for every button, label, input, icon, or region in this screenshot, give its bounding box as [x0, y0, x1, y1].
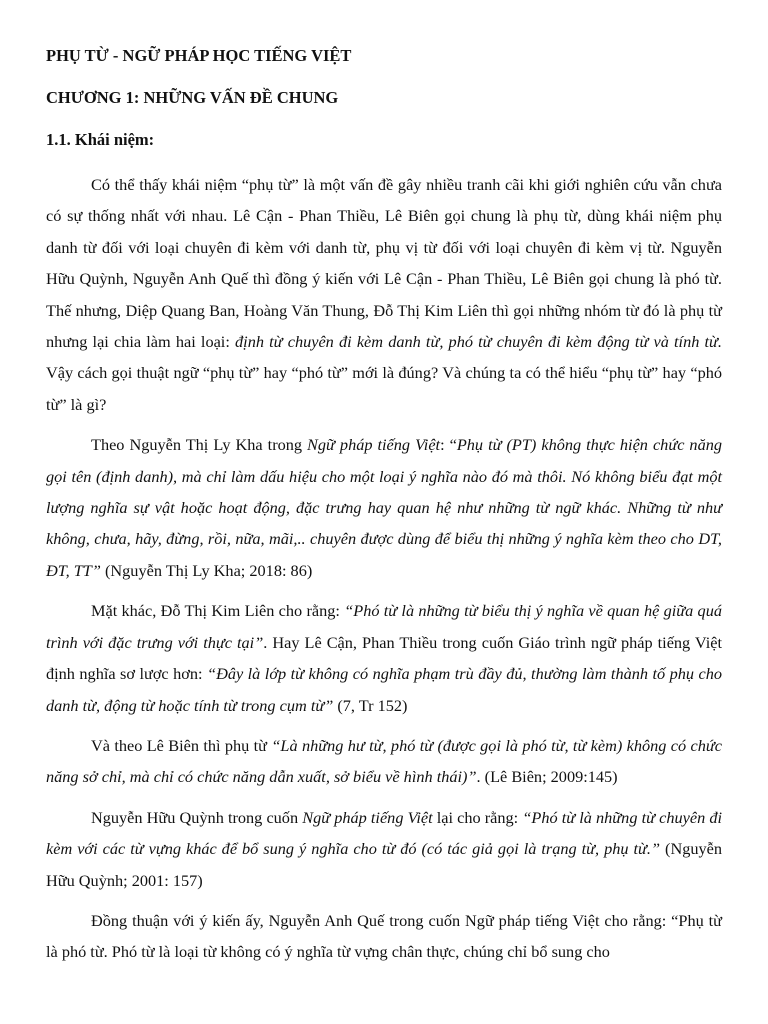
paragraph-1-text-end: Vậy cách gọi thuật ngữ “phụ từ” hay “phó từ” mới là đúng? Và chúng ta có thể hiểu “phụ từ” hay “phó từ” là gì?: [46, 363, 722, 414]
paragraph-2-text: Theo Nguyễn Thị Ly Kha trong: [91, 435, 308, 455]
paragraph-3: [46, 595, 722, 721]
paragraph-2-text-mid: : “: [440, 435, 457, 455]
paragraph-5-text: Nguyễn Hữu Quỳnh trong cuốn: [91, 807, 303, 827]
paragraph-3-quote-1: “Phó từ là những từ biểu thị ý nghĩa về quan hệ giữa quá trình với đặc trưng với thực tại”: [46, 601, 722, 652]
paragraph-3-quote-2: “Đây là lớp từ không có nghĩa phạm trù đầy đủ, thường làm thành tố phụ cho danh từ, động từ hoặc tính từ trong cụm từ”: [46, 664, 723, 715]
paragraph-5: [46, 802, 722, 896]
paragraph-5-text-mid: lại cho rằng:: [432, 807, 523, 827]
paragraph-4: [46, 730, 722, 793]
paragraph-4-citation: . (Lê Biên; 2009:145): [476, 767, 618, 787]
document-page: [46, 44, 722, 968]
paragraph-4-text: Và theo Lê Biên thì phụ từ: [91, 735, 272, 755]
paragraph-1-text: Có thể thấy khái niệm “phụ từ” là một vấn đề gây nhiều tranh cãi khi giới nghiên cứu vẫn chưa có sự thống nhất với nhau. Lê Cận - Phan Thiều, Lê Biên gọi chung là phụ từ, dùng khái niệm phụ danh từ đối với loại chuyên đi kèm với danh từ, phụ vị từ đối với loại chuyên đi kèm vị từ. Nguyễn Hữu Quỳnh, Nguyễn Anh Quế thì đồng ý kiến với Lê Cận - Phan Thiều, Lê Biên gọi chung là phó từ. Thế nhưng, Diệp Quang Ban, Hoàng Văn Thung, Đỗ Thị Kim Liên thì gọi những nhóm từ đó là phụ từ nhưng lại chia làm hai loại:: [46, 175, 722, 352]
paragraph-6-text: Đồng thuận với ý kiến ấy, Nguyễn Anh Quế trong cuốn Ngữ pháp tiếng Việt cho rằng: “Phụ từ là phó từ. Phó từ là loại từ không có ý nghĩa từ vựng chân thực, chúng chỉ bổ sung cho: [46, 910, 722, 962]
paragraph-4-quote: “Là những hư từ, phó từ (được gọi là phó từ, từ kèm) không có chức năng sở chỉ, mà chỉ có chức năng dẫn xuất, sở biểu về hình thái)”: [46, 735, 722, 787]
paragraph-5-quote: “Phó từ là những từ chuyên đi kèm với các từ vựng khác để bổ sung ý nghĩa cho từ đó (có tác giả gọi là trạng từ, phụ từ.”: [46, 807, 722, 859]
paragraph-2: [46, 429, 722, 586]
paragraph-1: [46, 169, 722, 420]
chapter-heading: CHƯƠNG 1: NHỮNG VẤN ĐỀ CHUNG: [46, 88, 339, 107]
paragraph-5-book-title: Ngữ pháp tiếng Việt: [302, 807, 433, 827]
paragraph-3-text: Mặt khác, Đỗ Thị Kim Liên cho rằng:: [91, 601, 345, 621]
paragraph-2-book-title: Ngữ pháp tiếng Việt: [307, 435, 441, 455]
paragraph-2-quote: Phụ từ (PT) không thực hiện chức năng gọi tên (định danh), mà chỉ làm dấu hiệu cho một loại ý nghĩa nào đó mà thôi. Nó không biểu đạt một lượng nghĩa sự vật hoặc hoạt động, đặc trưng hay quan hệ như những từ ngữ khác. Những từ như không, chưa, hãy, đừng, rồi, nữa, mãi,.. chuyên được dùng để biểu thị những ý nghĩa kèm theo cho DT, ĐT, TT”: [46, 435, 722, 580]
paragraph-2-citation: (Nguyễn Thị Ly Kha; 2018: 86): [100, 560, 313, 580]
paragraph-5-citation: (Nguyễn Hữu Quỳnh; 2001: 157): [46, 839, 722, 890]
document-title: PHỤ TỪ - NGỮ PHÁP HỌC TIẾNG VIỆT: [46, 46, 352, 65]
paragraph-1-italic: định từ chuyên đi kèm danh từ, phó từ chuyên đi kèm động từ và tính từ.: [235, 332, 722, 352]
paragraph-6: [46, 905, 722, 968]
paragraph-3-citation: (7, Tr 152): [333, 695, 408, 715]
paragraph-3-text-mid: . Hay Lê Cận, Phan Thiều trong cuốn Giáo trình ngữ pháp tiếng Việt định nghĩa sơ lược hơn:: [46, 632, 722, 684]
section-heading: 1.1. Khái niệm:: [46, 130, 155, 149]
